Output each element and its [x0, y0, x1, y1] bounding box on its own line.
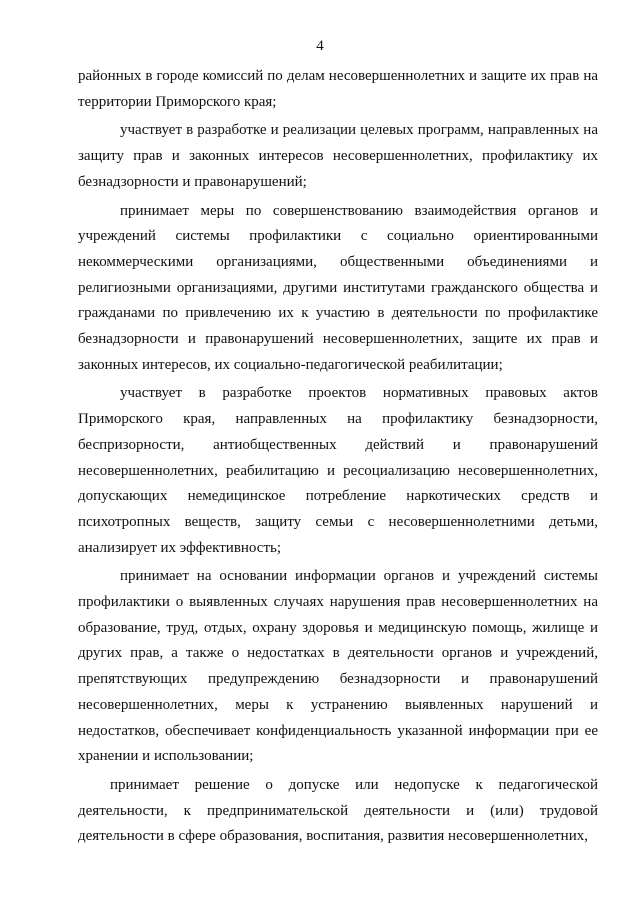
paragraph-admission-decision: принимает решение о допуске или недопуске к педагогической деятельности, к предпринимательской деятельности и (или) трудовой деятельности в сфере образования, воспитания, развития несовершеннолетних, [78, 776, 598, 845]
paragraph-interaction-measures: принимает меры по совершенствованию взаимодействия органов и учреждений системы профилактики с социально ориентированными некоммерческими организациями, общественными объединениями и религиозными организациями, другими институтами гражданского общества и гражданами по привлечению их к участию в деятельности по профилактике безнадзорности и правонарушений несовершеннолетних, защите их прав и законных интересов, их социально-педагогической реабилитации; [78, 202, 598, 373]
document-body [78, 64, 598, 853]
paragraph-target-programs: участвует в разработке и реализации целевых программ, направленных на защиту прав и законных интересов несовершеннолетних, профилактику их безнадзорности и правонарушений; [78, 122, 598, 190]
page-number: 4 [316, 38, 324, 54]
paragraph-continuation: районных в городе комиссий по делам несовершеннолетних и защите их прав на территории Приморского края; [78, 68, 598, 110]
paragraph-violations-info: принимает на основании информации органов и учреждений системы профилактики о выявленных случаях нарушения прав несовершеннолетних на образование, труд, отдых, охрану здоровья и медицинскую помощь, жилище и других прав, а также о недостатках в деятельности органов и учреждений, препятствующих предупреждению безнадзорности и правонарушений несовершеннолетних, меры к устранению выявленных нарушений и недостатков, обеспечивает конфиденциальность указанной информации при ее хранении и использовании; [78, 568, 598, 765]
paragraph-legal-acts: участвует в разработке проектов нормативных правовых актов Приморского края, направленных на профилактику безнадзорности, беспризорности, антиобщественных действий и правонарушений несовершеннолетних, реабилитацию и ресоциализацию несовершеннолетних, допускающих немедицинское потребление наркотических средств и психотропных веществ, защиту семьи с несовершеннолетними детьми, анализирует их эффективность; [78, 385, 598, 556]
